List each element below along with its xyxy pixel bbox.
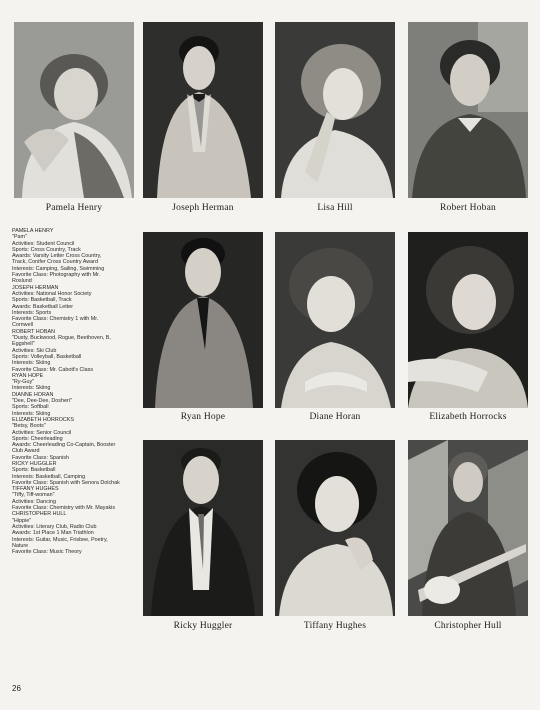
bio-line: Awards: Basketball Letter [12, 303, 74, 310]
senior-biographies [12, 228, 140, 555]
bio-line: CHRISTOPHER HULL [12, 511, 67, 518]
page-number: 26 [12, 684, 21, 693]
portrait-name: Ricky Huggler [173, 621, 233, 631]
bio-line: Eggshell" [12, 341, 35, 348]
portrait-name: Diane Horan [309, 412, 361, 422]
portrait-name: Joseph Herman [172, 203, 234, 213]
bio-line: DIANNE HORAN [12, 391, 54, 398]
bio-line: RICKY HUGGLER [12, 460, 57, 467]
portrait-name: Robert Hoban [440, 203, 496, 213]
bio-line: PAMELA HENRY [12, 228, 54, 234]
bio-line: "Dee, Dee-Dee, Dosheri" [12, 398, 72, 405]
bio-line: Sports: Volleyball, Basketball [12, 353, 82, 360]
bio-line: Favorite Class: Chemistry with Mr. Mayakis [12, 505, 116, 512]
bio-line: Roslund [12, 278, 32, 285]
bio-line: Nature [12, 542, 29, 549]
bio-line: ROBERT HOBAN [12, 328, 55, 335]
bio-line: Activities: Senior Council [12, 429, 72, 436]
portrait-name: Elizabeth Horrocks [429, 412, 507, 422]
bio-line: Favorite Class: Spanish [12, 454, 69, 461]
bio-line: Favorite Class: Spanish with Senora Dolchak [12, 479, 120, 486]
bio-line: Interests: Skiing [12, 360, 51, 367]
portrait-photo-elizabeth-horrocks [408, 232, 528, 408]
bio-line: "Betsy, Boots" [12, 423, 46, 430]
bio-line: Interests: Guitar, Music, Frisbee, Poetry, [12, 536, 108, 543]
portrait-name: Christopher Hull [434, 621, 502, 631]
bio-line: Interests: Skiing [12, 410, 51, 417]
bio-line: Activities: Student Council [12, 240, 75, 247]
bio-line: "Hippie" [12, 517, 32, 524]
portrait-photo-ryan-hope [143, 232, 263, 408]
portrait-photo-lisa-hill [275, 22, 395, 198]
portrait-name: Lisa Hill [317, 203, 353, 213]
portrait-photo-pamela-henry [14, 22, 134, 198]
portrait-photo-tiffany-hughes [275, 440, 395, 616]
bio-line: Activities: Literary Club, Radio Club [12, 523, 97, 530]
bio-line: Sports: Cross Country, Track [12, 246, 81, 253]
bio-line: "Dusty, Buckwood, Rogue, Beethoven, B, [12, 335, 111, 342]
bio-line: "Pam" [12, 234, 27, 241]
bio-line: Track, Conifer Cross Country Award [12, 259, 98, 266]
bio-line: Sports: Basketball [12, 467, 56, 474]
bio-line: Awards: Cheerleading Co-Captain, Booster [12, 442, 116, 449]
bio-line: Activities: Ski Club [12, 347, 57, 354]
portrait-name: Ryan Hope [180, 412, 226, 422]
bio-line: Cornwell [12, 322, 33, 329]
bio-line: Sports: Cheerleading [12, 435, 63, 442]
portrait-photo-christopher-hull [408, 440, 528, 616]
bio-line: Interests: Skiing [12, 385, 51, 392]
portrait-photo-robert-hoban [408, 22, 528, 198]
portrait-photo-ricky-huggler [143, 440, 263, 616]
portrait-name: Tiffany Hughes [303, 621, 367, 631]
bio-line: TIFFANY HUGHES [12, 486, 59, 493]
bio-line: JOSEPH HERMAN [12, 284, 59, 291]
portrait-photo-joseph-herman [143, 22, 263, 198]
bio-line: Awards: 1st Place 1 Man Triathlon [12, 530, 94, 537]
bio-line: Interests: Sports [12, 309, 52, 316]
bio-line: "Ry-Guy" [12, 379, 35, 386]
portrait-photo-diane-horan [275, 232, 395, 408]
bio-line: Favorite Class: Music Theory [12, 549, 82, 556]
bio-line: Interests: Camping, Sailing, Swimming [12, 265, 105, 272]
bio-line: Interests: Basketball, Camping [12, 473, 86, 480]
bio-line: ELIZABETH HORROCKS [12, 416, 75, 423]
bio-line: Sports: Basketball, Track [12, 297, 72, 304]
bio-line: Activities: National Honor Society [12, 290, 92, 297]
bio-line: Awards: Varsity Letter Cross Country, [12, 253, 102, 260]
bio-line: Favorite Class: Chemistry 1 with Mr. [12, 316, 99, 323]
bio-line: "Tiffy, Tiff-woman" [12, 492, 55, 499]
bio-line: RYAN HOPE [12, 372, 44, 379]
portrait-name: Pamela Henry [45, 203, 103, 213]
bio-line: Favorite Class: Mr. Cabott's Class [12, 366, 94, 373]
bio-line: Sports: Softball [12, 404, 49, 411]
bio-line: Club Award [12, 448, 40, 455]
bio-line: Favorite Class: Photography with Mr. [12, 272, 101, 279]
bio-line: Activities: Dancing [12, 498, 57, 505]
